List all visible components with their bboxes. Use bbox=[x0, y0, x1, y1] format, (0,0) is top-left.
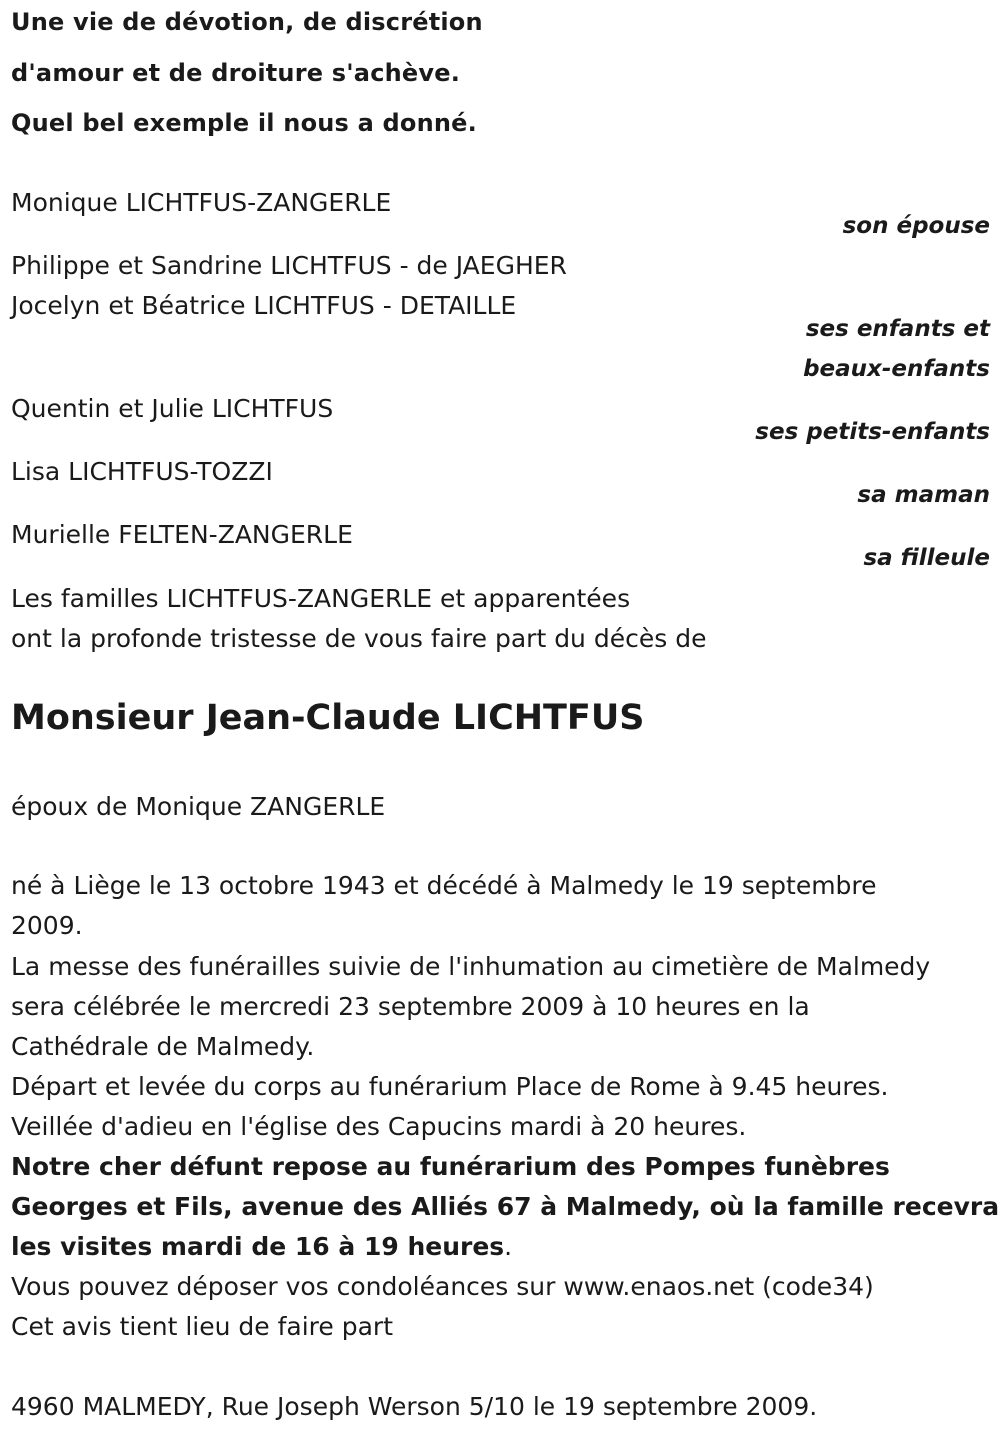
birth-death-line-1: né à Liège le 13 octobre 1943 et décédé à Malmedy le 19 septembre bbox=[11, 871, 877, 900]
condolences-line: Vous pouvez déposer vos condoléances sur www.enaos.net (code34) bbox=[11, 1272, 874, 1301]
birth-death-line-2: 2009. bbox=[11, 911, 83, 940]
quote-line-3: Quel bel exemple il nous a donné. bbox=[11, 109, 477, 137]
quote-line-1: Une vie de dévotion, de discrétion bbox=[11, 8, 483, 36]
mass-line-1: La messe des funérailles suivie de l'inhumation au cimetière de Malmedy bbox=[11, 952, 931, 981]
spouse-of: époux de Monique ZANGERLE bbox=[11, 792, 386, 821]
children-role-line-2: beaux-enfants bbox=[803, 356, 990, 382]
mass-line-3: Cathédrale de Malmedy. bbox=[11, 1032, 315, 1061]
quote-line-2: d'amour et de droiture s'achève. bbox=[11, 59, 461, 87]
mass-line-2: sera célébrée le mercredi 23 septembre 2009 à 10 heures en la bbox=[11, 992, 810, 1021]
vigil-line: Veillée d'adieu en l'église des Capucins mardi à 20 heures. bbox=[11, 1112, 747, 1141]
children-line-2: Jocelyn et Béatrice LICHTFUS - DETAILLE bbox=[11, 291, 517, 320]
repose-line-1: Notre cher défunt repose au funérarium des Pompes funèbres bbox=[11, 1152, 890, 1181]
mother-name: Lisa LICHTFUS-TOZZI bbox=[11, 457, 273, 486]
grandchildren-name: Quentin et Julie LICHTFUS bbox=[11, 394, 334, 423]
repose-line-3 bbox=[11, 1232, 512, 1261]
repose-line-3-bold: les visites mardi de 16 à 19 heures bbox=[11, 1232, 505, 1261]
families-line-2: ont la profonde tristesse de vous faire part du décès de bbox=[11, 624, 707, 653]
goddaughter-role: sa filleule bbox=[863, 545, 990, 571]
children-role-line-1: ses enfants et bbox=[805, 316, 990, 342]
repose-line-3-period: . bbox=[504, 1232, 513, 1261]
goddaughter-name: Murielle FELTEN-ZANGERLE bbox=[11, 520, 353, 549]
address-date-line: 4960 MALMEDY, Rue Joseph Werson 5/10 le 19 septembre 2009. bbox=[11, 1392, 818, 1421]
departure-line: Départ et levée du corps au funérarium Place de Rome à 9.45 heures. bbox=[11, 1072, 889, 1101]
notice-line: Cet avis tient lieu de faire part bbox=[11, 1312, 393, 1341]
spouse-name: Monique LICHTFUS-ZANGERLE bbox=[11, 188, 392, 217]
spouse-role: son épouse bbox=[842, 213, 990, 239]
families-line-1: Les familles LICHTFUS-ZANGERLE et apparentées bbox=[11, 584, 631, 613]
deceased-name: Monsieur Jean-Claude LICHTFUS bbox=[11, 698, 645, 738]
mother-role: sa maman bbox=[857, 482, 990, 508]
repose-line-2: Georges et Fils, avenue des Alliés 67 à Malmedy, où la famille recevra bbox=[11, 1192, 1000, 1221]
grandchildren-role: ses petits-enfants bbox=[755, 419, 990, 445]
children-line-1: Philippe et Sandrine LICHTFUS - de JAEGHER bbox=[11, 251, 567, 280]
